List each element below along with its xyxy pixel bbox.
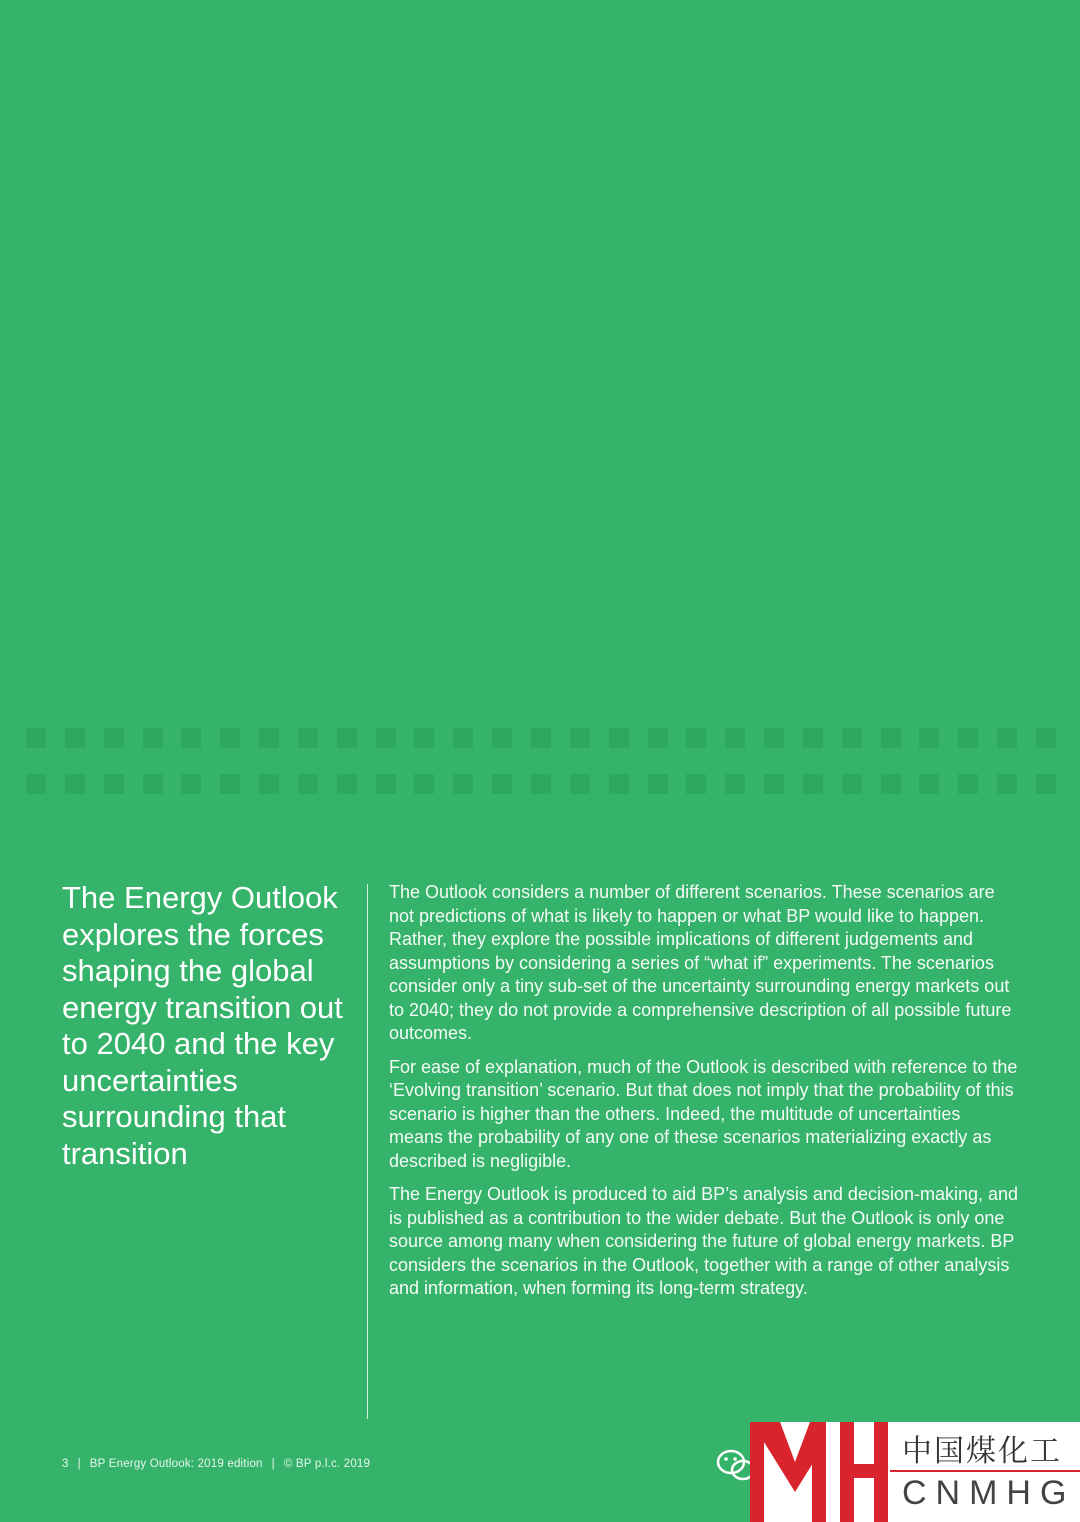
decorative-square (181, 774, 201, 794)
mh-logo-mark (750, 1422, 900, 1522)
decorative-square (1036, 774, 1056, 794)
decorative-square (376, 774, 396, 794)
decorative-square (997, 774, 1017, 794)
column-divider (367, 884, 368, 1419)
decorative-square (453, 728, 473, 748)
decorative-square (764, 774, 784, 794)
decorative-square (259, 774, 279, 794)
decorative-square (104, 774, 124, 794)
decorative-square-row-top (26, 728, 1056, 748)
decorative-square (492, 774, 512, 794)
decorative-square (181, 728, 201, 748)
decorative-square (492, 728, 512, 748)
logo-rule (890, 1470, 1080, 1472)
decorative-square (65, 728, 85, 748)
decorative-square (570, 728, 590, 748)
decorative-square (259, 728, 279, 748)
decorative-square (570, 774, 590, 794)
decorative-square (919, 728, 939, 748)
decorative-square (65, 774, 85, 794)
decorative-square (1036, 728, 1056, 748)
page-footer (62, 1458, 370, 1470)
copyright: © BP p.l.c. 2019 (283, 1458, 371, 1470)
decorative-square (842, 774, 862, 794)
decorative-square (26, 774, 46, 794)
decorative-square (531, 774, 551, 794)
page-number: 3 (62, 1458, 69, 1470)
decorative-square (648, 774, 668, 794)
footer-separator: | (77, 1458, 81, 1470)
decorative-square (997, 728, 1017, 748)
decorative-square (220, 728, 240, 748)
decorative-square (609, 728, 629, 748)
decorative-square (453, 774, 473, 794)
logo-english-text: CNMHG (902, 1474, 1076, 1512)
decorative-square (803, 774, 823, 794)
cnmhg-logo (750, 1422, 1080, 1522)
decorative-square (958, 728, 978, 748)
paragraph-purpose: The Energy Outlook is produced to aid BP’s analysis and decision-making, and is published as a contribution to the wider debate. But the Outlook is only one source among many when considering the future of global energy markets. BP considers the scenarios in the Outlook, together with a range of other analysis and information, when forming its long-term strategy. (389, 1184, 1019, 1298)
decorative-square (764, 728, 784, 748)
decorative-square (104, 728, 124, 748)
decorative-square (414, 774, 434, 794)
decorative-square (143, 774, 163, 794)
decorative-square (298, 774, 318, 794)
decorative-square (531, 728, 551, 748)
paragraph-scenarios: The Outlook considers a number of different scenarios. These scenarios are not predictions of what is likely to happen or what BP would like to happen. Rather, they explore the possible implications of different judgements and assumptions by considering a series of “what if” experiments. The scenarios consider only a tiny sub-set of the uncertainty surrounding energy markets out to 2040; they do not provide a comprehensive description of all possible future outcomes. (389, 882, 1012, 1043)
decorative-square-row-bottom (26, 774, 1056, 794)
decorative-square (958, 774, 978, 794)
decorative-square (220, 774, 240, 794)
decorative-square (881, 728, 901, 748)
decorative-square (842, 728, 862, 748)
publication-title: BP Energy Outlook: 2019 edition (89, 1458, 263, 1470)
decorative-square (686, 728, 706, 748)
decorative-square (725, 774, 745, 794)
decorative-square (803, 728, 823, 748)
footer-separator: | (271, 1458, 275, 1470)
decorative-square (337, 774, 357, 794)
decorative-square (376, 728, 396, 748)
paragraph-evolving-transition: For ease of explanation, much of the Outlook is described with reference to the ‘Evolving transition’ scenario. But that does not imply that the probability of this scenario is higher than the others. Indeed, the multitude of uncertainties means the probability of any one of these scenarios materializing exactly as described is negligible. (389, 1056, 1018, 1171)
decorative-square (648, 728, 668, 748)
logo-chinese-text: 中国煤化工 (902, 1434, 1062, 1469)
decorative-square (919, 774, 939, 794)
decorative-square (26, 728, 46, 748)
decorative-square (414, 728, 434, 748)
body-text (389, 881, 1019, 1311)
decorative-square (881, 774, 901, 794)
decorative-square (298, 728, 318, 748)
decorative-square (143, 728, 163, 748)
decorative-square (725, 728, 745, 748)
headline: The Energy Outlook explores the forces shaping the global energy transition out to 2040 and the key uncertainties surrounding that transition (62, 880, 343, 1171)
decorative-square (686, 774, 706, 794)
decorative-square (609, 774, 629, 794)
decorative-square (337, 728, 357, 748)
